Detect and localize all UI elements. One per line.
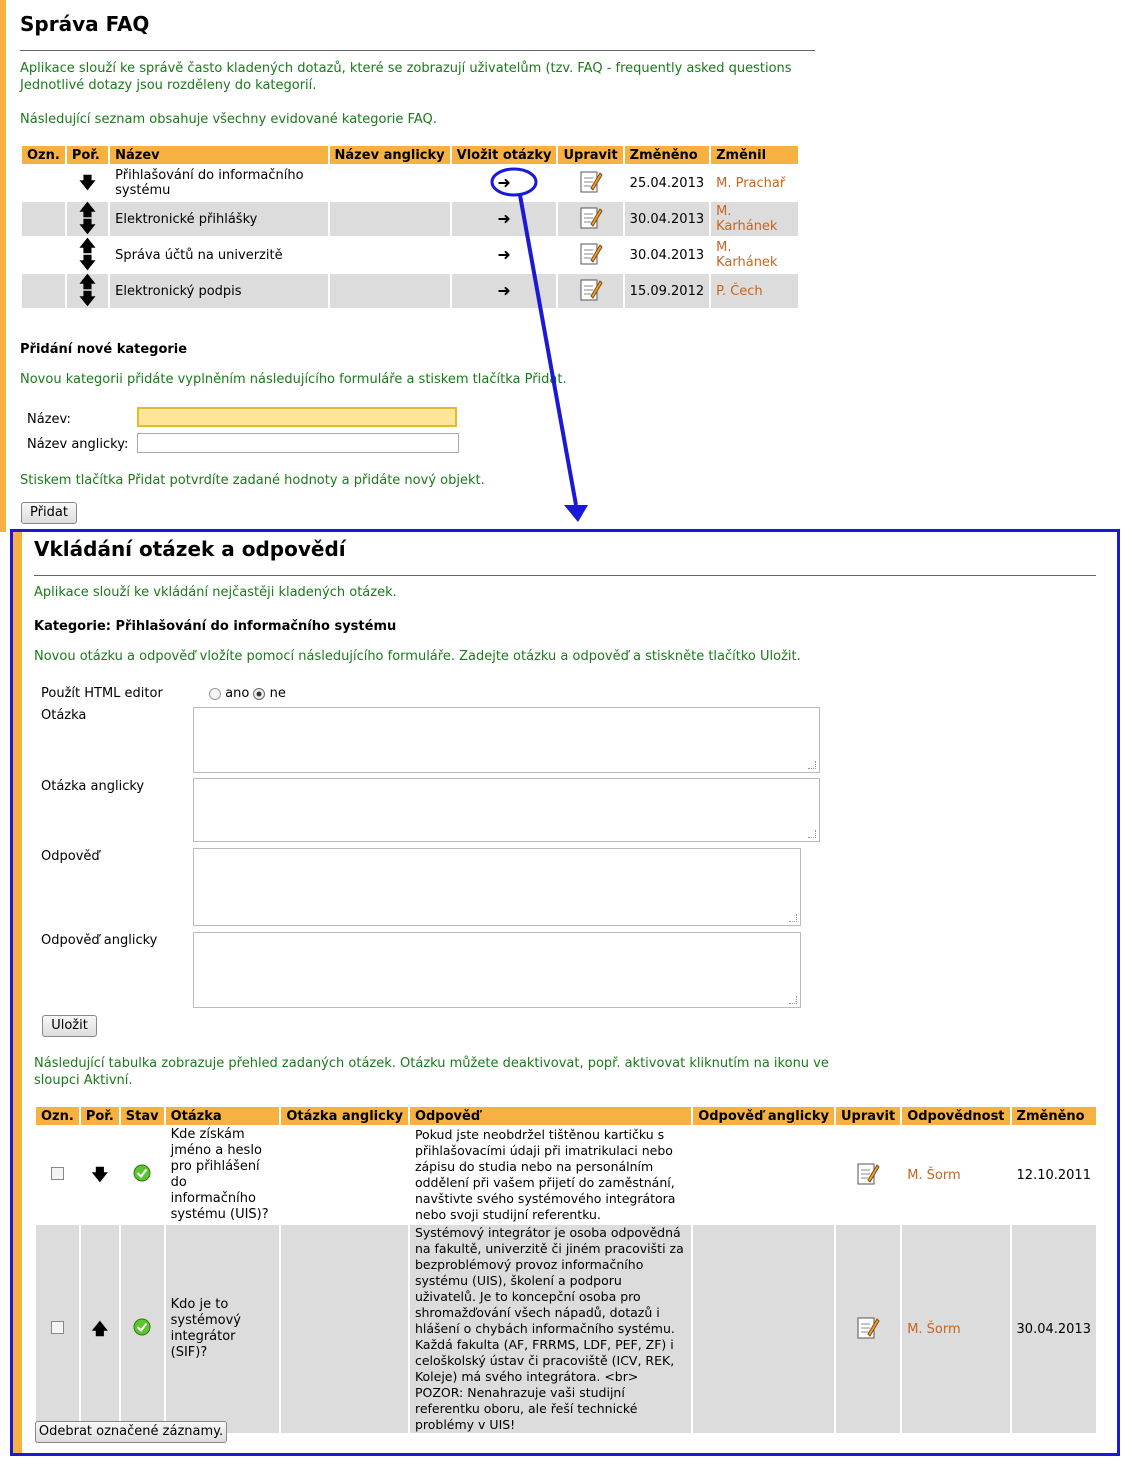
- move-down-icon[interactable]: 🡇: [79, 253, 96, 272]
- answer-en-textarea[interactable]: [193, 932, 801, 1008]
- order-cell: [67, 202, 108, 236]
- changed-by-link[interactable]: P. Čech: [711, 274, 798, 308]
- responsible-link[interactable]: M. Šorm: [907, 1167, 961, 1183]
- name-label: Název:: [27, 412, 71, 427]
- move-up-icon[interactable]: 🡅: [91, 1318, 109, 1338]
- col-header: Název anglicky: [330, 146, 450, 164]
- category-name-en-input[interactable]: [137, 433, 459, 453]
- question-en-textarea[interactable]: [193, 778, 820, 842]
- edit-icon[interactable]: [856, 1314, 880, 1340]
- edit-cell: [836, 1225, 900, 1433]
- row-checkbox[interactable]: [51, 1167, 64, 1180]
- confirm-note: Stiskem tlačítka Přidat potvrdíte zadané hodnoty a přidáte nový objekt.: [20, 473, 485, 488]
- answer-text: Systémový integrátor je osoba odpovědná na fakultě, univerzitě či jiném pracovišti za bezproblémový provoz informačního systému (UIS), školení a podporu uživatelů. Je to koncepční osoba pro shromažďování všech nápadů, dotazů i hlášení o chybách informačního systému. Každá fakulta (AF, FRRMS, LDF, PEF, ZF) i celoškolský ústav či pracoviště (ICV, REK, Koleje) má svého integrátora. <br> POZOR: Nenahrazuje vaši studijní referentku oboru, ale řeší technické problémy v UIS!: [410, 1225, 691, 1433]
- add-button[interactable]: Přidat: [21, 502, 77, 524]
- col-header: Stav: [121, 1107, 164, 1125]
- category-table-header: [22, 146, 798, 164]
- table-row: [22, 166, 798, 200]
- answer-en-text: [693, 1225, 834, 1433]
- col-header: Upravit: [836, 1107, 900, 1125]
- left-accent-bar: [0, 0, 6, 532]
- radio-yes[interactable]: [209, 688, 221, 700]
- edit-icon[interactable]: [856, 1160, 880, 1186]
- answer-text: Pokud jste neobdržel tištěnou kartičku s přihlašovacími údaji při imatrikulaci nebo zápisu do studia nebo na personálním oddělení při vašem přijetí do zaměstnání, navštivte svého systémového integrátora nebo svoji studijní referentku.: [414, 1127, 676, 1222]
- col-header: Odpovědnost: [902, 1107, 1009, 1125]
- page-title: Správa FAQ: [20, 12, 150, 36]
- category-name-en: [330, 202, 450, 236]
- mark-cell: [22, 166, 65, 200]
- name-en-label: Název anglicky:: [27, 437, 129, 452]
- intro-line-1: Aplikace slouží ke správě často kladených dotazů, které se zobrazují uživatelům (tzv. FAQ - frequently asked questions: [20, 61, 792, 76]
- table-note-line-1: Následující tabulka zobrazuje přehled zadaných otázek. Otázku můžete deaktivovat, popř. aktivovat kliknutím na ikonu ve: [34, 1056, 829, 1071]
- col-header: Změněno: [1012, 1107, 1096, 1125]
- title-divider: [20, 50, 815, 51]
- qa-title-divider: [34, 575, 1096, 576]
- row-checkbox[interactable]: [51, 1321, 64, 1334]
- changed-date: 30.04.2013: [1012, 1225, 1096, 1433]
- table-row: [22, 202, 798, 236]
- pointer-line: [520, 195, 576, 505]
- category-name: Elektronické přihlášky: [110, 202, 327, 236]
- answer-en-label: Odpověď anglicky: [41, 933, 158, 948]
- insert-questions-arrow-icon[interactable]: ➜: [497, 208, 511, 228]
- col-header: Otázka: [166, 1107, 280, 1125]
- question-text: Kde získám jméno a heslo pro přihlášení do informačního systému (UIS)?: [170, 1127, 269, 1222]
- move-up-icon[interactable]: 🡅: [79, 272, 96, 291]
- mark-cell: [22, 202, 65, 236]
- move-down-icon[interactable]: 🡇: [79, 217, 96, 236]
- mark-cell: [22, 238, 65, 272]
- changed-date: 30.04.2013: [629, 247, 705, 263]
- answer-en-text: [693, 1127, 834, 1223]
- col-header: Změnil: [711, 146, 798, 164]
- order-cell: [67, 166, 108, 200]
- col-header: Odpověď: [410, 1107, 691, 1125]
- order-cell: [81, 1127, 119, 1223]
- col-header: Název: [110, 146, 327, 164]
- questions-table-header: [36, 1107, 1096, 1125]
- order-cell: [67, 238, 108, 272]
- qa-title: Vkládání otázek a odpovědí: [34, 537, 346, 561]
- category-name-input[interactable]: [137, 407, 457, 427]
- html-editor-radio-group: [209, 686, 286, 701]
- save-button[interactable]: Uložit: [42, 1015, 97, 1037]
- mark-cell: [22, 274, 65, 308]
- col-header: Změněno: [625, 146, 709, 164]
- active-check-icon[interactable]: [133, 1164, 151, 1182]
- status-cell: [121, 1127, 164, 1223]
- qa-category: Kategorie: Přihlašování do informačního systému: [34, 619, 397, 634]
- add-category-note: Novou kategorii přidáte vyplněním následujícího formuláře a stiskem tlačítka Přidat.: [20, 372, 567, 387]
- status-cell: [121, 1225, 164, 1433]
- qa-intro: Aplikace slouží ke vkládání nejčastěji kladených otázek.: [34, 585, 397, 600]
- category-name-en: [330, 166, 450, 200]
- col-header: Upravit: [558, 146, 622, 164]
- intro-line-2: Jednotlivé dotazy jsou rozděleny do kategorií.: [20, 78, 317, 93]
- col-header: Ozn.: [22, 146, 65, 164]
- move-down-icon[interactable]: 🡇: [79, 172, 96, 192]
- category-name: Přihlašování do informačního systému: [115, 168, 304, 198]
- table-row: [22, 274, 798, 308]
- col-header: Poř.: [67, 146, 108, 164]
- move-up-icon[interactable]: 🡅: [79, 200, 96, 219]
- category-name-en: [330, 274, 450, 308]
- changed-date: 30.04.2013: [625, 202, 709, 236]
- insert-questions-arrow-icon[interactable]: ➜: [497, 244, 511, 264]
- category-name: Elektronický podpis: [110, 274, 327, 308]
- category-table: [20, 144, 800, 310]
- table-row: [36, 1127, 1096, 1223]
- changed-date: 15.09.2012: [625, 274, 709, 308]
- col-header: Otázka anglicky: [281, 1107, 408, 1125]
- question-textarea[interactable]: [193, 707, 820, 773]
- radio-no-label: ne: [269, 686, 286, 701]
- order-cell: [67, 274, 108, 308]
- move-down-icon[interactable]: 🡇: [91, 1164, 109, 1184]
- insert-questions-arrow-icon[interactable]: ➜: [497, 280, 511, 300]
- insert-questions-arrow-icon[interactable]: ➜: [497, 172, 511, 192]
- changed-by-link[interactable]: M. Prachař: [716, 175, 786, 191]
- question-text: Kdo je to systémový integrátor (SIF)?: [166, 1225, 280, 1433]
- highlight-ellipse: [492, 169, 536, 195]
- qa-form-note: Novou otázku a odpověď vložíte pomocí následujícího formuláře. Zadejte otázku a odpověď a stiskněte tlačítko Uložit.: [34, 649, 801, 664]
- html-editor-label: Použít HTML editor: [41, 686, 163, 701]
- answer-textarea[interactable]: [193, 848, 801, 926]
- changed-by-link[interactable]: M. Karhánek: [711, 202, 798, 236]
- col-header: Odpověď anglicky: [693, 1107, 834, 1125]
- questions-table: [34, 1105, 1098, 1435]
- mark-cell: [36, 1225, 79, 1433]
- add-category-title: Přidání nové kategorie: [20, 342, 188, 357]
- edit-cell: [836, 1127, 900, 1223]
- responsible-link[interactable]: M. Šorm: [902, 1225, 1009, 1433]
- changed-date: 25.04.2013: [629, 175, 705, 191]
- answer-label: Odpověď: [41, 849, 100, 864]
- radio-no[interactable]: [253, 688, 265, 700]
- col-header: Ozn.: [36, 1107, 79, 1125]
- move-down-icon[interactable]: 🡇: [79, 289, 96, 308]
- col-header: Poř.: [81, 1107, 119, 1125]
- remove-selected-button[interactable]: Odebrat označené záznamy.: [35, 1421, 227, 1443]
- order-cell: [81, 1225, 119, 1433]
- changed-by-link[interactable]: M. Karhánek: [716, 240, 778, 270]
- category-name-en: [330, 238, 450, 272]
- question-en-text: [281, 1127, 408, 1223]
- question-en-text: [281, 1225, 408, 1433]
- question-en-label: Otázka anglicky: [41, 779, 145, 794]
- active-check-icon[interactable]: [133, 1318, 151, 1336]
- col-header: Vložit otázky: [452, 146, 557, 164]
- table-row: [36, 1225, 1096, 1433]
- category-name: Správa účtů na univerzitě: [115, 247, 283, 263]
- radio-yes-label: ano: [225, 686, 250, 701]
- annotation-connector: [480, 160, 600, 530]
- table-note-line-2: sloupci Aktivní.: [34, 1073, 133, 1088]
- mark-cell: [36, 1127, 79, 1223]
- changed-date: 12.10.2011: [1016, 1167, 1091, 1183]
- table-row: [22, 238, 798, 272]
- list-note: Následující seznam obsahuje všechny evidované kategorie FAQ.: [20, 112, 437, 127]
- question-label: Otázka: [41, 708, 87, 723]
- move-up-icon[interactable]: 🡅: [79, 236, 96, 255]
- pointer-arrowhead: [564, 505, 588, 522]
